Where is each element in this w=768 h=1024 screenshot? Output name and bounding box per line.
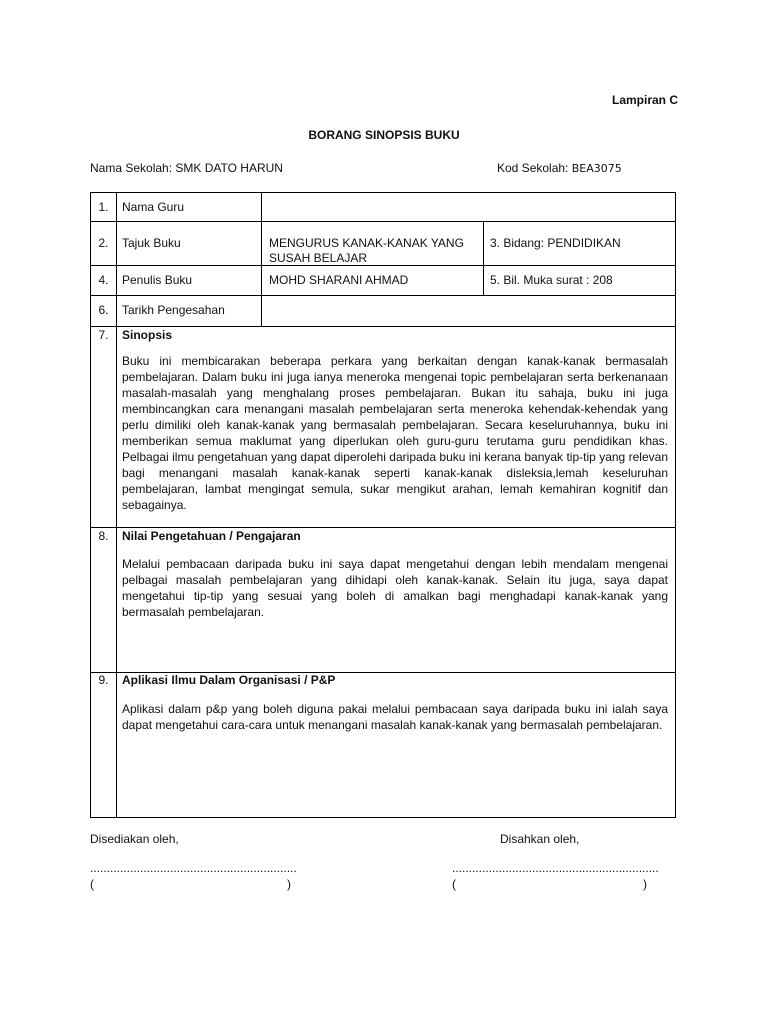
approved-by-name-close: ) xyxy=(643,877,647,891)
school-code-value: BEA3075 xyxy=(571,162,622,175)
row-number: 1. xyxy=(98,200,109,214)
school-name: Nama Sekolah: SMK DATO HARUN xyxy=(90,161,283,175)
nilai-pengetahuan-heading: Nilai Pengetahuan / Pengajaran xyxy=(122,529,301,543)
row-number: 2. xyxy=(98,236,109,250)
prepared-by-label: Disediakan oleh, xyxy=(90,832,179,846)
form-title: BORANG SINOPSIS BUKU xyxy=(308,128,460,142)
row-number: 7. xyxy=(98,328,109,342)
approved-by-name-open: ( xyxy=(452,877,456,891)
row-divider xyxy=(91,527,675,528)
prepared-by-name-close: ) xyxy=(287,877,291,891)
school-code-label: Kod Sekolah: xyxy=(497,161,569,175)
tarikh-pengesahan-label: Tarikh Pengesahan xyxy=(122,303,225,317)
nama-guru-label: Nama Guru xyxy=(122,200,185,214)
row-number: 6. xyxy=(98,303,109,317)
column-divider xyxy=(261,193,262,326)
penulis-buku-value: MOHD SHARANI AHMAD xyxy=(269,273,409,287)
row-divider xyxy=(91,295,675,296)
prepared-by-name-open: ( xyxy=(90,877,94,891)
tajuk-buku-label: Tajuk Buku xyxy=(122,236,181,250)
penulis-buku-label: Penulis Buku xyxy=(122,273,193,287)
tajuk-buku-value: MENGURUS KANAK-KANAK YANG SUSAH BELAJAR xyxy=(269,236,464,265)
synopsis-form-table xyxy=(90,192,676,818)
row-number: 9. xyxy=(98,673,109,687)
column-divider xyxy=(483,221,484,295)
school-code xyxy=(497,161,622,175)
row-divider xyxy=(91,221,675,222)
nilai-pengetahuan-text: Melalui pembacaan daripada buku ini saya dapat mengetahui dengan lebih mendalam mengenai pelbagai masalah pembelajaran yang dihidapi oleh kanak-kanak. Selain itu juga, saya dapat mengetahui tip-tip yang sesuai yang boleh di amalkan bagi menghadapi kanak-kanak yang bermasalah pembelajaran. xyxy=(122,557,668,619)
approved-by-label: Disahkan oleh, xyxy=(500,832,580,846)
sinopsis-heading: Sinopsis xyxy=(122,328,173,342)
sinopsis-text: Buku ini membicarakan beberapa perkara yang berkaitan dengan kanak-kanak bermasalah pembelajaran. Dalam buku ini juga ianya meneroka mengenai topic pembelajaran serta berkenanaan masalah-masalah yang menghalang proses pembelajaran. Bukan itu sahaja, buku ini juga membincangkan cara menangani masalah pembelajaran serta meneroka kehendak-kehendak yang perlu dimiliki oleh kanak-kanak yang bermasalah pembelajaran. Secara keseluruhannya, buku ini memberikan semua maklumat yang diperlukan oleh guru-guru terutama guru pendidikan khas. Pelbagai ilmu pengetahuan yang dapat diperolehi daripada buku ini kerana banyak tip-tip yang relevan bagi menangani masalah kanak-kanak seperti kanak-kanak disleksia,lemah keseluruhan pembelajaran, lambat mengingat semula, sukar mengikut arahan, lemah kemahiran kognitif dan sebagainya. xyxy=(122,354,668,512)
bidang-value: 3. Bidang: PENDIDIKAN xyxy=(490,236,621,250)
prepared-by-signature-line: .............................................................. xyxy=(90,861,297,875)
row-number: 8. xyxy=(98,529,109,543)
aplikasi-ilmu-heading: Aplikasi Ilmu Dalam Organisasi / P&P xyxy=(122,673,336,687)
row-divider xyxy=(91,326,675,327)
aplikasi-ilmu-text: Aplikasi dalam p&p yang boleh diguna pakai melalui pembacaan saya daripada buku ini ialah saya dapat mengetahui cara-cara untuk menangani masalah kanak-kanak yang bermasalah pembelajaran. xyxy=(122,702,668,732)
row-number: 4. xyxy=(98,273,109,287)
column-divider xyxy=(116,193,117,817)
lampiran-label: Lampiran C xyxy=(611,93,678,107)
muka-surat-value: 5. Bil. Muka surat : 208 xyxy=(490,273,613,287)
approved-by-signature-line: .............................................................. xyxy=(452,861,659,875)
